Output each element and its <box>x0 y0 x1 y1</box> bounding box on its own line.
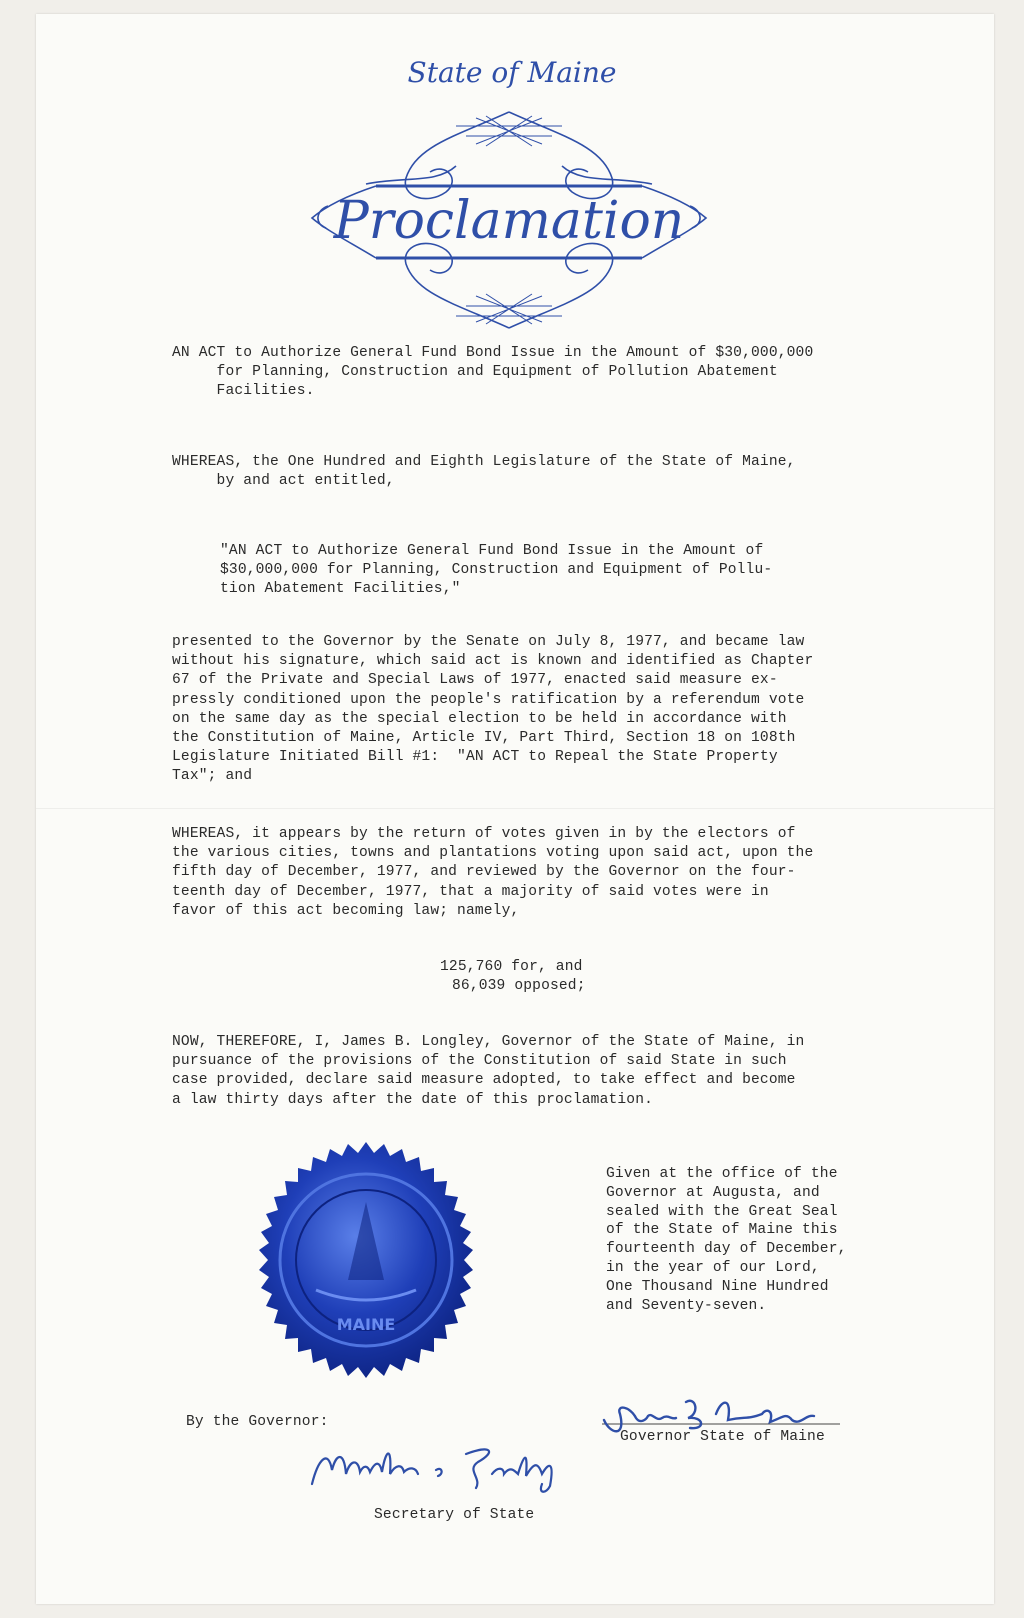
presented-paragraph: presented to the Governor by the Senate on July 8, 1977, and became law without his signature, which said act is known and identified as Chapter 67 of the Private and Special Laws of 1977, enacted said measure ex- pressly conditioned upon the people's ratification by a referendum vote on the same day as the special election to be held in accordance with the Constitution of Maine, Article IV, Part Third, Section 18 on 108th Legislature Initiated Bill #1: "AN ACT to Repeal the State Property Tax"; and <box>172 634 814 785</box>
votes-for: 125,760 for, and <box>440 959 583 975</box>
whereas-legislature: WHEREAS, the One Hundred and Eighth Legislature of the State of Maine, by and act entitled, <box>172 454 796 490</box>
proclamation-title: Proclamation <box>333 191 685 251</box>
secretary-title: Secretary of State <box>374 1507 535 1523</box>
act-title: AN ACT to Authorize General Fund Bond Issue in the Amount of $30,000,000 for Planning, Construction and Equipment of Pollution Abatement Facilities. <box>172 345 814 400</box>
given-at-paragraph: Given at the office of the Governor at Augusta, and sealed with the Great Seal of the State of Maine this fourteenth day of December, in the year of our Lord, One Thousand Nine Hundred and Seventy-seven. <box>606 1166 847 1314</box>
header-state-name: State of Maine <box>407 56 617 89</box>
quoted-act-title: "AN ACT to Authorize General Fund Bond Issue in the Amount of $30,000,000 for Planning, Construction and Equipment of Pollu- tion Abatement Facilities," <box>220 543 773 598</box>
by-the-governor-label: By the Governor: <box>186 1414 329 1430</box>
whereas-votes: WHEREAS, it appears by the return of votes given in by the electors of the various cities, towns and plantations voting upon said act, upon the fifth day of December, 1977, and reviewed by the Governor on the four- teenth day of December, 1977, that a majority of said votes were in favor of this act becoming law; namely, <box>172 826 814 919</box>
great-seal-of-maine <box>246 1140 486 1380</box>
now-therefore-paragraph: NOW, THEREFORE, I, James B. Longley, Governor of the State of Maine, in pursuance of the provisions of the Constitution of said State in such case provided, declare said measure adopted, to take effect and become a law thirty days after the date of this proclamation. <box>172 1034 805 1108</box>
seal-text: MAINE <box>336 1315 396 1334</box>
votes-opposed: 86,039 opposed; <box>452 978 586 994</box>
governor-title: Governor State of Maine <box>620 1429 825 1445</box>
secretary-signature <box>306 1440 576 1500</box>
fold-line <box>36 808 994 809</box>
proclamation-ornament <box>306 106 712 334</box>
